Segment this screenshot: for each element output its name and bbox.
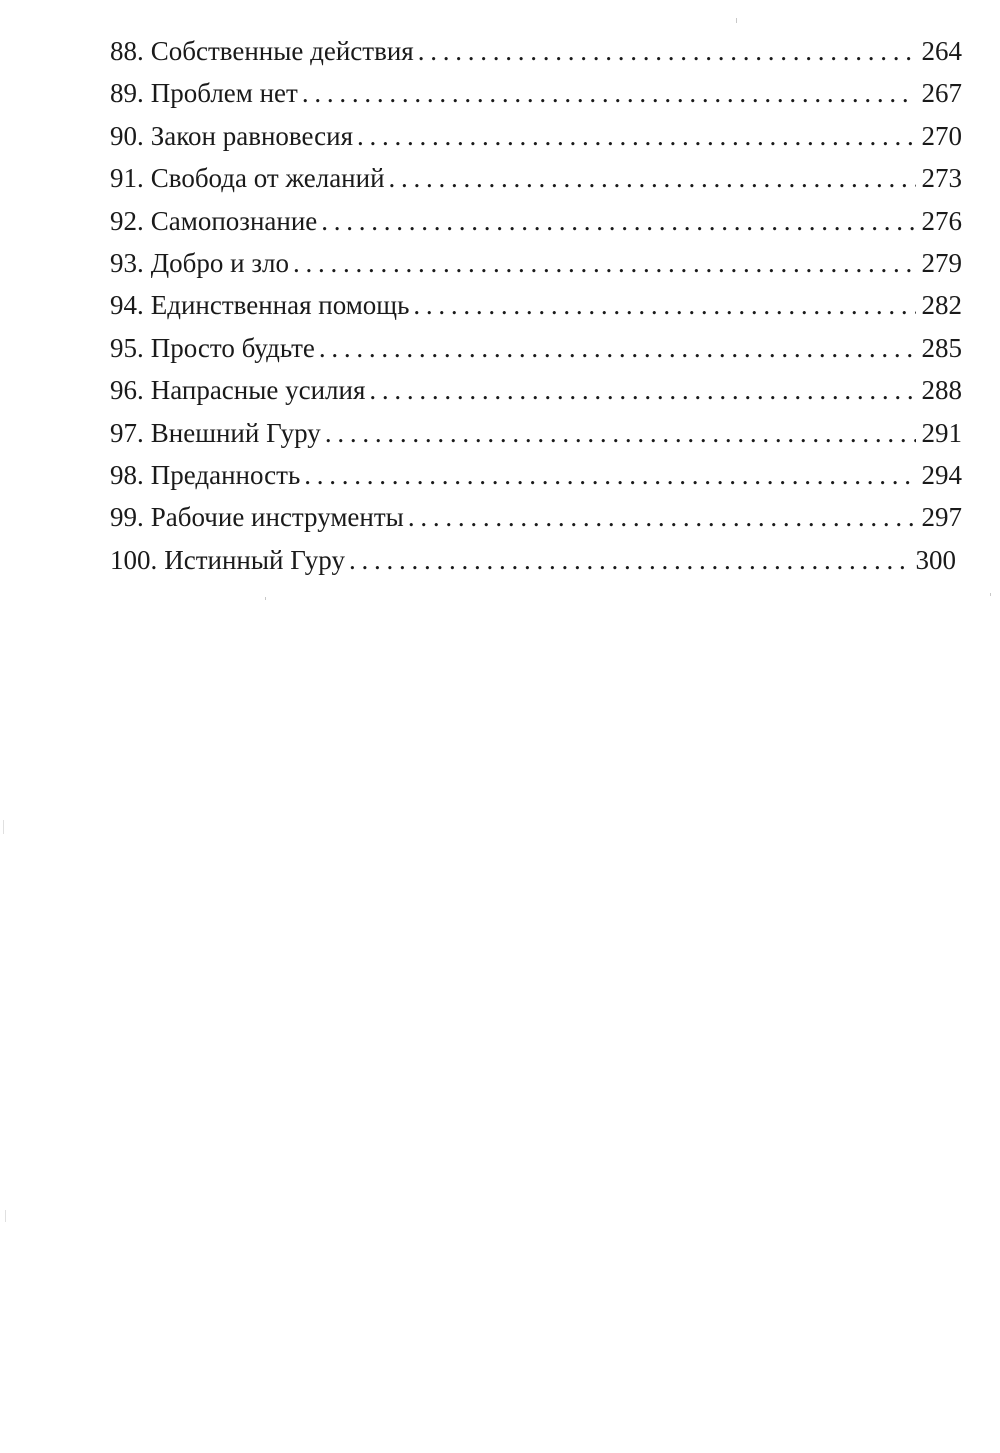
- toc-entry-title: Единственная помощь: [150, 290, 410, 321]
- toc-entry-number: 91.: [110, 163, 144, 194]
- toc-entry[interactable]: [110, 72, 962, 114]
- toc-entry-number: 94.: [110, 290, 144, 321]
- scan-speck: [3, 820, 4, 834]
- dot-leader: [408, 496, 916, 538]
- toc-entry[interactable]: [110, 412, 962, 454]
- toc-entry[interactable]: [110, 115, 962, 157]
- toc-entry-page: 300: [915, 544, 956, 575]
- toc-entry-title: Добро и зло: [150, 247, 289, 278]
- toc-entry-page: 285: [921, 332, 962, 363]
- toc-entry-page: 270: [921, 120, 962, 151]
- dot-leader: [418, 30, 916, 72]
- dot-leader: [389, 157, 916, 199]
- toc-entry-page: 273: [921, 163, 962, 194]
- toc-entry-page: 282: [921, 290, 962, 321]
- toc-entry-number: 98.: [110, 459, 144, 490]
- dot-leader: [357, 115, 916, 157]
- toc-entry-number: 92.: [110, 205, 144, 236]
- toc-entry-number: 99.: [110, 502, 144, 533]
- toc-entry-title: Рабочие инструменты: [150, 502, 404, 533]
- toc-entry-page: 267: [921, 78, 962, 109]
- toc-entry-page: 297: [921, 502, 962, 533]
- toc-entry[interactable]: [110, 327, 962, 369]
- scan-speck: [736, 18, 737, 23]
- toc-entry-number: 100.: [110, 544, 158, 575]
- dot-leader: [321, 200, 915, 242]
- toc-entry-title: Проблем нет: [150, 78, 298, 109]
- toc-entry-number: 90.: [110, 120, 144, 151]
- scan-speck: [5, 1210, 6, 1222]
- table-of-contents: [110, 30, 962, 581]
- toc-entry-title: Закон равновесия: [150, 120, 353, 151]
- dot-leader: [325, 412, 916, 454]
- toc-entry-title: Внешний Гуру: [150, 417, 321, 448]
- toc-entry-page: 264: [921, 36, 962, 66]
- toc-entry[interactable]: [110, 284, 962, 326]
- toc-entry-title: Преданность: [150, 459, 301, 490]
- toc-entry[interactable]: [110, 157, 962, 199]
- toc-entry-page: 288: [921, 375, 962, 406]
- toc-entry-title: Истинный Гуру: [164, 544, 345, 575]
- toc-entry-page: 291: [921, 417, 962, 448]
- toc-entry[interactable]: [110, 30, 962, 72]
- toc-entry-title: Самопознание: [150, 205, 318, 236]
- toc-entry[interactable]: [110, 539, 962, 581]
- toc-entry-number: 95.: [110, 332, 144, 363]
- toc-entry[interactable]: [110, 496, 962, 538]
- dot-leader: [293, 242, 916, 284]
- scan-speck: [990, 593, 991, 596]
- scan-speck: [265, 597, 266, 600]
- toc-entry[interactable]: [110, 369, 962, 411]
- toc-entry-page: 276: [921, 205, 962, 236]
- toc-entry-title: Напрасные усилия: [150, 375, 366, 406]
- toc-entry-page: 294: [921, 459, 962, 490]
- dot-leader: [349, 539, 910, 581]
- toc-entry-title: Свобода от желаний: [150, 163, 385, 194]
- dot-leader: [319, 327, 916, 369]
- toc-entry-number: 88.: [110, 36, 144, 66]
- toc-entry-number: 93.: [110, 247, 144, 278]
- toc-entry-number: 97.: [110, 417, 144, 448]
- toc-entry[interactable]: [110, 200, 962, 242]
- dot-leader: [304, 454, 915, 496]
- toc-entry[interactable]: [110, 454, 962, 496]
- dot-leader: [413, 284, 915, 326]
- dot-leader: [369, 369, 915, 411]
- toc-entry-number: 96.: [110, 375, 144, 406]
- toc-entry[interactable]: [110, 242, 962, 284]
- toc-entry-title: Просто будьте: [150, 332, 315, 363]
- dot-leader: [302, 72, 916, 114]
- toc-entry-page: 279: [921, 247, 962, 278]
- toc-entry-number: 89.: [110, 78, 144, 109]
- toc-entry-title: Собственные действия: [150, 36, 414, 66]
